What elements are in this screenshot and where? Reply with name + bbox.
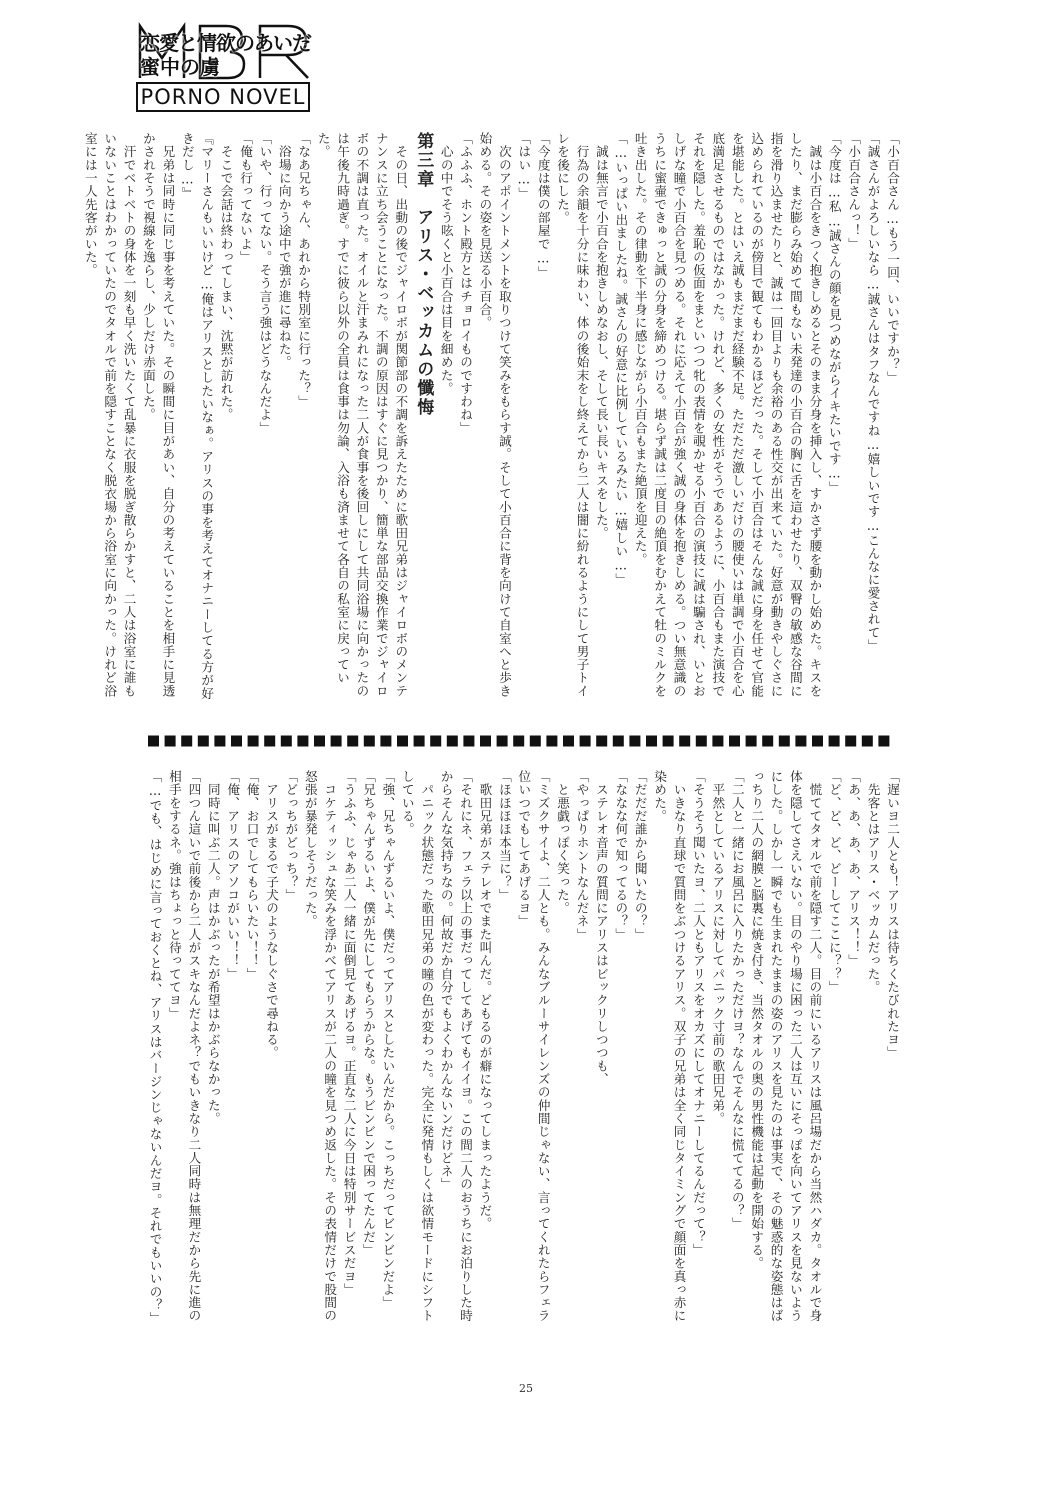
divider-square [463, 736, 474, 747]
divider-square [513, 736, 524, 747]
story-paragraph: 「やっぱりホントなんだネ」 [574, 770, 590, 941]
page-number: 25 [519, 1382, 533, 1395]
divider-square [198, 736, 209, 747]
story-paragraph: 平然としているアリスに対してパニック寸前の歌田兄弟。 [710, 770, 726, 1126]
story-paragraph: 行為の余韻を十分に味わい、体の後始末をし終えてから二人は闇に紛れるようにして男子トイレを後にした。 [555, 132, 590, 698]
divider-square [314, 736, 325, 747]
story-paragraph: いきなり直球で質問をぶつけるアリス。双子の兄弟は全く同じタイミングで顔面を真っ赤に染めた。 [652, 770, 687, 1323]
divider-square [248, 736, 259, 747]
divider-square [862, 736, 873, 747]
story-paragraph: 汗でベトベトの身体を一刻も早く洗いたくて乱暴に衣服を脱ぎ散らかすと、二人は浴室に誰もいないことはわかっていたのでタオルで前を隠すことなく脱衣場から浴室に向かった。けれど浴室には一人先客がいた。 [82, 132, 137, 698]
divider-square [231, 736, 242, 747]
story-paragraph: 「どっちがどっち？」 [283, 770, 299, 902]
story-paragraph: パニック状態だった歌田兄弟の瞳の色が変わった。完全に発情もしくは欲情モードにシフトしている。 [399, 770, 435, 1323]
story-paragraph: 「…でも、はじめに言っておくとね、アリスはバージンじゃないんだヨ。それでもいいの？」 [147, 770, 163, 1325]
story-paragraph: 「遅いヨ二人とも！アリスは待ちくたびれたヨ」 [885, 770, 900, 1060]
story-paragraph: 「なあ兄ちゃん、あれから特別室に行った？」 [296, 132, 312, 409]
divider-square [281, 736, 292, 747]
divider-square [148, 736, 159, 747]
story-paragraph: 浴場に向かう途中で強が進に尋ねた。 [276, 132, 292, 369]
divider-square [812, 736, 823, 747]
story-paragraph: 「小百合さんっ！」 [846, 132, 862, 251]
divider-square [364, 736, 375, 747]
divider-square [297, 736, 308, 747]
story-paragraph: と悪戯っぽく笑った。 [555, 770, 571, 915]
story-paragraph: 『マリーさんもいいけど…俺はアリスとしたいなぁ。アリスの事を考えてオナニーしてる方が好きだし…』 [179, 132, 215, 700]
story-paragraph: 「ミズクサイよ、二人とも。みんなブルーサイレンズの仲間じゃない、言ってくれたらフェラ位いつでもしてあげるヨ」 [516, 770, 551, 1323]
divider-square [165, 736, 176, 747]
divider-square [580, 736, 591, 747]
divider-square [264, 736, 275, 747]
divider-square [779, 736, 790, 747]
divider-square [447, 736, 458, 747]
divider-square [829, 736, 840, 747]
divider-square [596, 736, 607, 747]
story-paragraph: 「ほほほほ本当に？」 [496, 770, 512, 902]
divider-square [331, 736, 342, 747]
divider-square [712, 736, 723, 747]
story-paragraph: 「それにネ、フェラ以上の事だってしてあげてもイイヨ。この間二人のおうちにお泊りした時からそんな気持ちなの。何故だか自分でもよくわかんないンだけどネ」 [438, 770, 474, 1323]
story-paragraph: 兄弟は同時に同じ事を考えていた。その瞬間に目があい、自分の考えていることを相手に見透かされそうで視線を逸らし、少しだけ赤面した。 [140, 132, 176, 698]
divider-square [414, 736, 425, 747]
story-paragraph: 「俺も行ってないよ」 [238, 132, 253, 264]
divider-square [746, 736, 757, 747]
story-paragraph: 「ど、ど、ど、どーしてここに？？」 [826, 770, 842, 994]
story-paragraph: 「あ、あ、あ、あ、アリス！！」 [846, 770, 862, 968]
story-paragraph: 「二人と一緒にお風呂に入りたかっただけヨ？なんでそんなに慌ててるの？」 [729, 770, 745, 1231]
divider-square [878, 736, 889, 747]
divider-square [181, 736, 192, 747]
story-paragraph: 「ふふふ、ホント殿方とはチョロイものですわね」 [458, 132, 474, 435]
section-divider [148, 735, 902, 747]
story-paragraph: コケティッシュな笑みを浮かべてアリスが二人の瞳を見つめ返した。その表情だけで股間の怒張が暴発しそうだった。 [302, 770, 338, 1323]
divider-square [497, 736, 508, 747]
divider-square [679, 736, 690, 747]
story-paragraph: 誠は小百合をきつく抱きしめるとそのまま分身を挿入し、すかさず腰を動かし始めた。キスをしたり、まだ膨らみ始めて間もない未発達の小百合の胸に舌を這わせたり、双臀の敏感な谷間に指を滑り込ませたりと、誠は一回目よりも余裕のある性交が出来ていた。好意が動きやしぐさに込められているのが傍目で観てもわかるほどだった。そして小百合はそんな誠に身を任せて官能を堪能した。とはいえ誠もまだまだ経験不足。ただただ激しいだけの腰使いは単調で小百合を心底満足させるものではなかった。けれど、多くの女性がそうであるように、小百合もまた演技でそれを隠した。羞恥の仮面をまといつつ牝の表情を覗かせる小百合の演技に誠は騙され、いとおしげな瞳で小百合を見つめる。それに応えて小百合が強く誠の身体を抱きしめる。つい無意識のうちに蜜壷できゅっと誠の分身を締めつける。堪らず誠は二度目の絶頂をむかえて牡のミルクを吐き出した。その律動を下半身に感じながら小百合もまた絶頂を迎えた。 [632, 132, 823, 698]
story-paragraph: 「そうそう聞いたヨ、二人ともアリスをオカズにしてオナニーしてるんだって？」 [690, 770, 706, 1257]
story-paragraph: 「今度は僕の部屋で…」 [535, 132, 551, 280]
divider-square [546, 736, 557, 747]
divider-square [397, 736, 408, 747]
divider-square [663, 736, 674, 747]
porno-novel-label: PORNO NOVEL [136, 82, 310, 112]
story-block-top [82, 132, 902, 700]
story-paragraph: 「いや、行ってない。そう言う強はどうなんだよ」 [257, 132, 273, 435]
divider-square [430, 736, 441, 747]
novel-header [136, 22, 312, 114]
story-paragraph: ステレオ音声の質問にアリスはビックリしつつも、 [593, 770, 609, 1086]
divider-square [729, 736, 740, 747]
divider-square [214, 736, 225, 747]
story-paragraph: 「強、兄ちゃんずるいよ、僕だってアリスとしたいんだから。こっちだってビンビンだよ」 [380, 770, 396, 1310]
divider-square [646, 736, 657, 747]
divider-square [696, 736, 707, 747]
story-paragraph: 「だだだ誰から聞いたの？」 [632, 770, 648, 941]
story-block-bottom [142, 770, 902, 1330]
divider-square [762, 736, 773, 747]
story-paragraph: 「うふふ、じゃあ二人一緒に面倒見てあげるヨ。正直な二人に今日は特別サービスだヨ」 [341, 770, 357, 1296]
story-paragraph: その日、出動の後でジャイロボが関節部の不調を訴えたために歌田兄弟はジャイロボのメンテナンスに立ち会うことになった。不調の原因はすぐに見つかり、簡単な部品交換作業でジャイロボの不調は直った。オイルと汗まみれになった二人が食事を後回しにして共同浴場に向かったのは午後九時過ぎ。すでに彼ら以外の全員は食事は勿論、入浴も済ませて各自の私室に戻っていた。 [315, 132, 409, 698]
story-paragraph: 「…いっぱい出ましたね。誠さんの好意に比例しているみたい…嬉しい…」 [613, 132, 629, 587]
story-paragraph: 慌ててタオルで前を隠す二人。目の前にいるアリスは風呂場だから当然ハダカ。タオルで身体を隠してさえいない。目のやり場に困った二人は互いにそっぽを向いてアリスを見ないようにした。しかし一瞬でも生まれたままの姿のアリスを見たのは事実で、その魅惑的な姿態はばっちり二人の網膜と脳裏に焼き付き、当然タオルの奥の男性機能は起動を開始する。 [749, 770, 823, 1323]
story-paragraph: 「ななな何で知ってるの？」 [613, 770, 629, 941]
story-paragraph: 歌田兄弟がステレオでまた叫んだ。どもるのが癖になってしまったようだ。 [477, 770, 493, 1231]
divider-square [380, 736, 391, 747]
divider-square [613, 736, 624, 747]
story-paragraph: 誠は無言で小百合を抱きしめなおし、そして長い長いキスをした。 [593, 132, 609, 540]
story-paragraph: 「誠さんがよろしいなら…誠さんはタフなんですね…嬉しいです…こんなに愛されて」 [865, 132, 881, 653]
story-paragraph: アリスがまるで子犬のようなしぐさで尋ねる。 [264, 770, 279, 1060]
divider-square [480, 736, 491, 747]
novel-subtitle: 蜜中の虜 [140, 55, 220, 79]
story-paragraph: 心の中でそう呟くと小百合は目を細めた。 [438, 132, 454, 395]
novel-title: 恋愛と情欲のあいだ [140, 31, 311, 55]
story-paragraph: 次のアポイントメントを取りつけて笑みをもらす誠。そして小百合に背を向けて自室へと歩き始める。その姿を見送る小百合。 [477, 132, 512, 698]
divider-square [347, 736, 358, 747]
divider-square [530, 736, 541, 747]
divider-square [563, 736, 574, 747]
divider-square [845, 736, 856, 747]
story-paragraph: 「俺、アリスのアソコがいい！！」 [225, 770, 241, 981]
story-paragraph: 「はい…」 [516, 132, 532, 201]
chapter-heading: 第三章 アリス・ベッカムの懺悔 [413, 132, 434, 417]
story-paragraph: 「四つん這いで前後から二人がスキなんだよネ？でもいきなり二人同時は無理だから先に進の相手をするネ。強はちょっと待っててヨ」 [166, 770, 202, 1323]
story-paragraph: 先客とはアリス・ベッカムだった。 [865, 770, 881, 994]
story-paragraph: 「兄ちゃんずるいよ、僕が先にしてもらうからな。もうビンビンで困ってたんだ」 [361, 770, 377, 1257]
story-paragraph: そこで会話は終わってしまい、沈黙が訪れた。 [218, 132, 234, 422]
story-paragraph: 「俺、お口でしてもらいたい！！」 [244, 770, 260, 981]
story-paragraph: 「今度は…私…誠さんの顔を見つめながらイキたいです…」 [826, 132, 842, 495]
divider-square [795, 736, 806, 747]
story-paragraph: 同時に叫ぶ二人。声はかぶったが希望はかぶらなかった。 [205, 770, 221, 1126]
divider-square [629, 736, 640, 747]
story-paragraph: 「小百合さん…もう一回、いいですか？」 [885, 132, 900, 385]
